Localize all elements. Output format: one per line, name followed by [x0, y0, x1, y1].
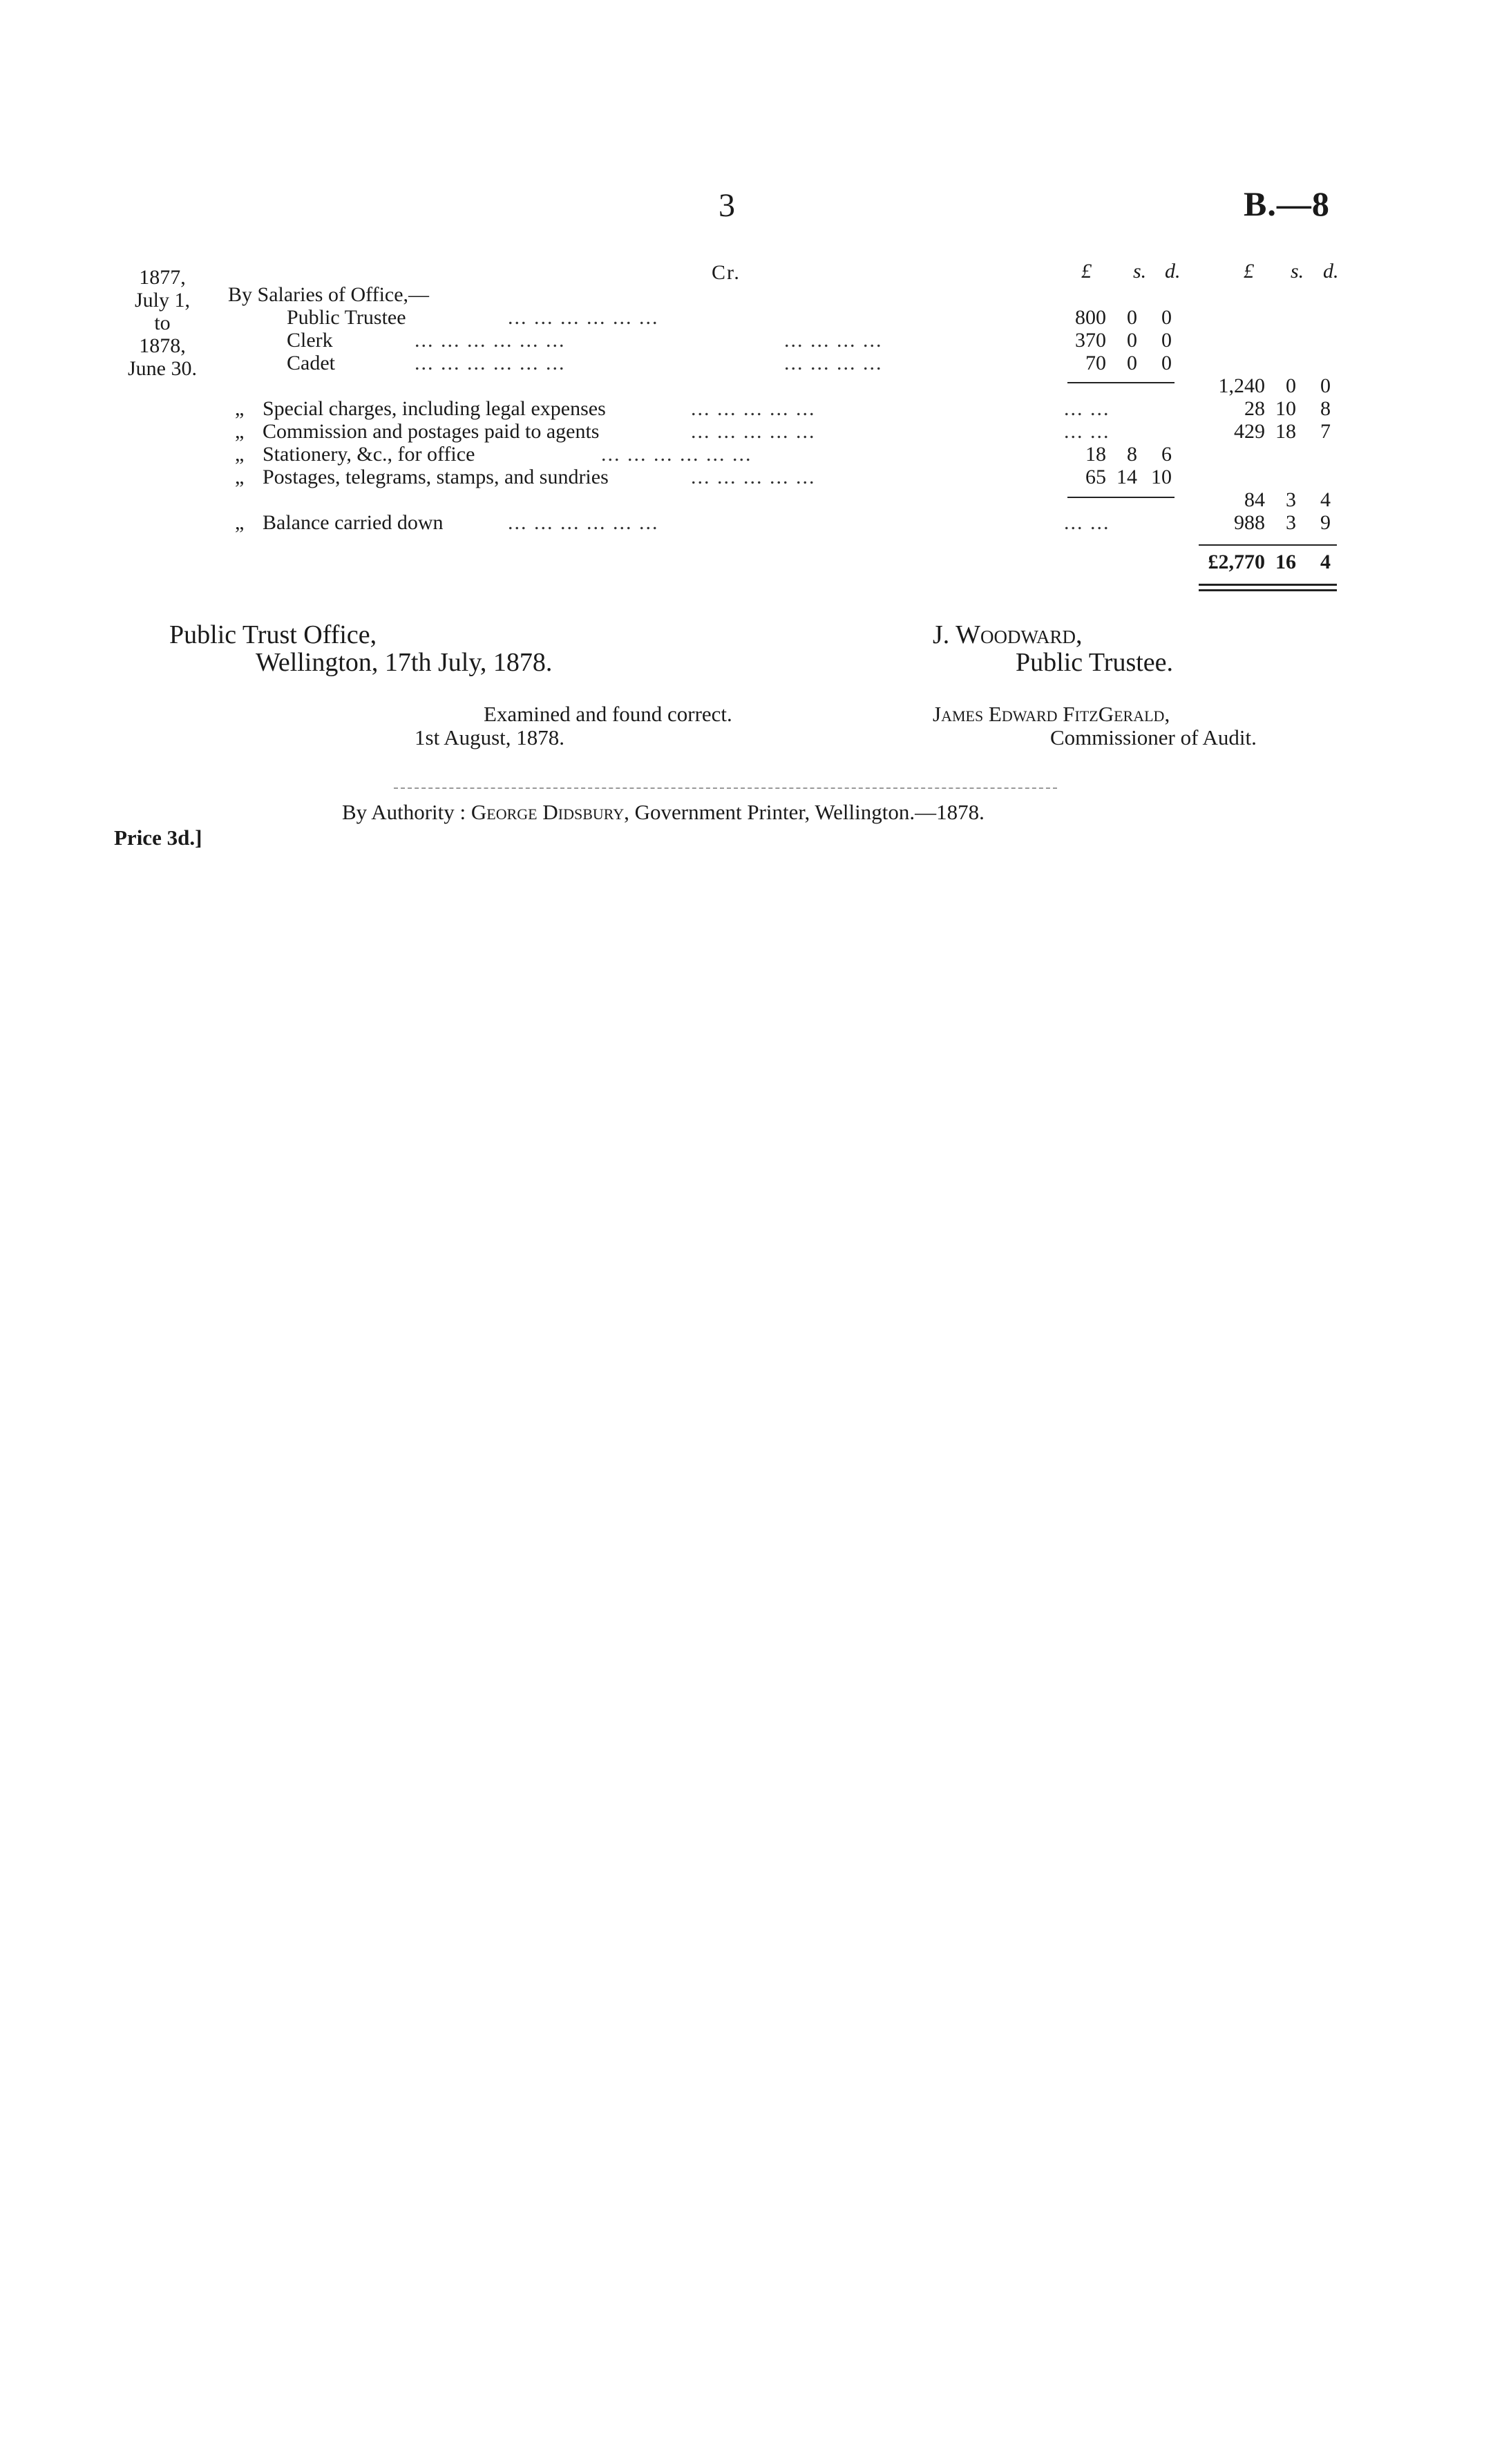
- leader-dots: ... ... ... ... ...: [691, 466, 816, 488]
- ledger-row-stationery: [0, 443, 1493, 466]
- total-pounds: 1,240: [1218, 374, 1265, 397]
- office-date: Wellington, 17th July, 1878.: [256, 648, 553, 677]
- sundries-total-row: [0, 488, 1493, 511]
- row-label: Postages, telegrams, stamps, and sundries: [263, 466, 609, 488]
- ditto-mark: „: [235, 511, 245, 534]
- row-label: Stationery, &c., for office: [263, 443, 475, 466]
- date-line: June 30.: [128, 357, 197, 380]
- row-label: Clerk: [287, 329, 333, 352]
- leader-dots: ... ... ... ... ... ...: [601, 443, 752, 466]
- amount-pounds: 65: [1085, 466, 1106, 488]
- page-number: 3: [719, 187, 735, 224]
- ledger-row-balance: [0, 511, 1493, 534]
- outer-shillings-header: s.: [1291, 260, 1304, 283]
- grand-total-double-rule-1: [1199, 584, 1337, 586]
- ledger-row-special-charges: [0, 397, 1493, 420]
- grand-total-row: [0, 551, 1493, 573]
- price-note: Price 3d.]: [114, 825, 202, 850]
- authority-line: [342, 800, 985, 825]
- auditor-name: James Edward FitzGerald,: [933, 702, 1170, 726]
- leader-dots: ... ... ... ...: [784, 329, 883, 352]
- ditto-mark: „: [235, 420, 245, 443]
- total-shillings: 0: [1286, 374, 1296, 397]
- date-line: 1877,: [139, 266, 186, 289]
- row-label: Commission and postages paid to agents: [263, 420, 600, 443]
- leader-dots: ... ...: [1064, 397, 1110, 420]
- salaries-total-row: [0, 374, 1493, 397]
- authority-suffix: , Government Printer, Wellington.—1878.: [624, 800, 985, 824]
- date-line: to: [154, 312, 171, 334]
- amount-pence: 0: [1161, 329, 1172, 352]
- row-label: Special charges, including legal expenses: [263, 397, 606, 420]
- amount-pence: 6: [1161, 443, 1172, 466]
- outer-pence-header: d.: [1323, 260, 1339, 283]
- inner-pence-header: d.: [1165, 260, 1181, 283]
- trustee-title: Public Trustee.: [1016, 648, 1174, 677]
- amount-shillings: 0: [1127, 329, 1137, 352]
- amount-pence: 0: [1161, 352, 1172, 374]
- examined-note: Examined and found correct.: [484, 702, 732, 726]
- total-pounds: 429: [1234, 420, 1265, 443]
- total-pounds: 988: [1234, 511, 1265, 534]
- auditor-title: Commissioner of Audit.: [1050, 725, 1257, 749]
- total-pence: 0: [1320, 374, 1331, 397]
- grand-total-rule-top: [1199, 544, 1337, 546]
- amount-pounds: 800: [1075, 306, 1106, 329]
- ledger-row-postages: [0, 466, 1493, 488]
- ditto-mark: „: [235, 443, 245, 466]
- ledger-row-clerk: [0, 329, 1493, 352]
- row-label: Public Trustee: [287, 306, 406, 329]
- total-shillings: 10: [1275, 397, 1296, 420]
- printer-name: George Didsbury: [470, 800, 625, 824]
- examined-date: 1st August, 1878.: [415, 725, 565, 749]
- grand-total-pounds: £2,770: [1208, 551, 1265, 573]
- leader-dots: ... ...: [1064, 420, 1110, 443]
- leader-dots: ... ...: [1064, 511, 1110, 534]
- leader-dots: ... ... ... ... ...: [691, 420, 816, 443]
- total-pounds: 84: [1244, 488, 1265, 511]
- leader-dots: ... ... ... ... ... ...: [508, 306, 659, 329]
- amount-pence: 0: [1161, 306, 1172, 329]
- authority-prefix: By Authority :: [342, 800, 471, 824]
- amount-pounds: 370: [1075, 329, 1106, 352]
- footer-rule: [394, 787, 1057, 789]
- leader-dots: ... ... ... ... ... ...: [415, 352, 566, 374]
- total-shillings: 3: [1286, 511, 1296, 534]
- inner-pounds-header: £: [1081, 260, 1092, 283]
- leader-dots: ... ... ... ...: [784, 352, 883, 374]
- document-code: B.—8: [1244, 184, 1330, 223]
- row-label: Cadet: [287, 352, 335, 374]
- grand-total-double-rule-2: [1199, 589, 1337, 591]
- total-shillings: 3: [1286, 488, 1296, 511]
- row-label: Balance carried down: [263, 511, 444, 534]
- total-pence: 8: [1320, 397, 1331, 420]
- leader-dots: ... ... ... ... ... ...: [415, 329, 566, 352]
- total-pence: 7: [1320, 420, 1331, 443]
- ledger-row-cadet: [0, 352, 1493, 374]
- amount-pounds: 18: [1085, 443, 1106, 466]
- ditto-mark: „: [235, 466, 245, 488]
- total-pence: 4: [1320, 488, 1331, 511]
- amount-shillings: 14: [1116, 466, 1137, 488]
- ditto-mark: „: [235, 397, 245, 420]
- office-name: Public Trust Office,: [169, 620, 377, 649]
- ledger-row-public-trustee: [0, 306, 1493, 329]
- grand-total-pence: 4: [1320, 551, 1331, 573]
- grand-total-shillings: 16: [1275, 551, 1296, 573]
- total-pence: 9: [1320, 511, 1331, 534]
- salaries-heading: By Salaries of Office,—: [228, 283, 430, 306]
- inner-shillings-header: s.: [1133, 260, 1147, 283]
- ledger-row-commission: [0, 420, 1493, 443]
- date-line: July 1,: [134, 289, 190, 312]
- amount-shillings: 8: [1127, 443, 1137, 466]
- date-line: 1878,: [139, 334, 186, 357]
- credit-side-label: Cr.: [712, 261, 741, 284]
- amount-pounds: 70: [1085, 352, 1106, 374]
- amount-shillings: 0: [1127, 352, 1137, 374]
- total-pounds: 28: [1244, 397, 1265, 420]
- total-shillings: 18: [1275, 420, 1296, 443]
- outer-pounds-header: £: [1244, 260, 1254, 283]
- salaries-heading-row: [0, 283, 1493, 306]
- trustee-name: J. Woodward,: [933, 620, 1083, 649]
- amount-shillings: 0: [1127, 306, 1137, 329]
- amount-pence: 10: [1151, 466, 1172, 488]
- leader-dots: ... ... ... ... ...: [691, 397, 816, 420]
- leader-dots: ... ... ... ... ... ...: [508, 511, 659, 534]
